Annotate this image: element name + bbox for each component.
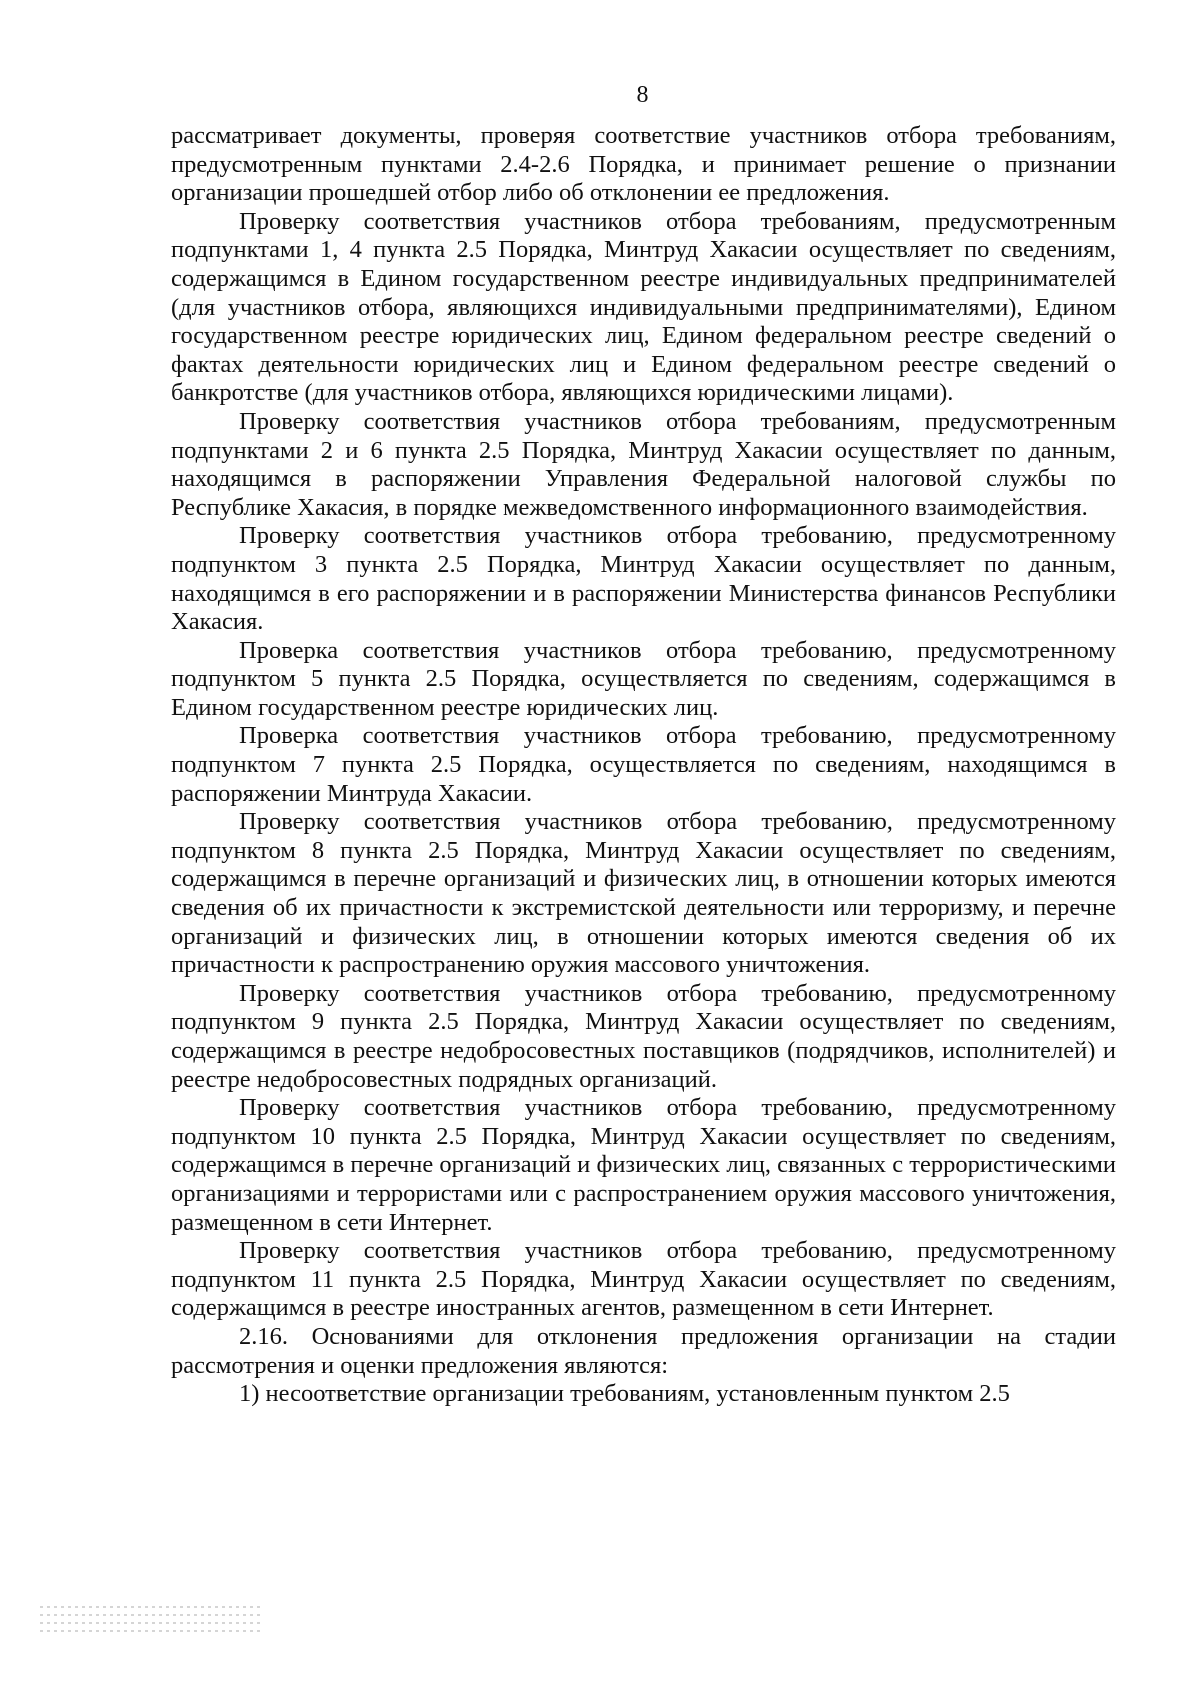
paragraph-check-subitem-8: Проверку соответствия участников отбора требованию, предусмотренному подпунктом 8 пункта 2.5 Порядка, Минтруд Хакасии осуществляет по сведениям, содержащимся в перечне организаций и физических лиц, в отношении которых имеются сведения об их причастности к экстремистской деятельности или терроризму, и перечне организаций и физических лиц, в отношении которых имеются сведения об их причастности к распространению оружия массового уничтожения. [171,808,1116,979]
paragraph-continuation: рассматривает документы, проверяя соответствие участников отбора требованиям, предусмотренным пунктами 2.4-2.6 Порядка, и принимает решение о признании организации прошедшей отбор либо об отклонении ее предложения. [171,122,1116,207]
paragraph-list-item-1: 1) несоответствие организации требованиям, установленным пунктом 2.5 [239,1380,1010,1408]
paragraph-check-subitem-11: Проверку соответствия участников отбора требованию, предусмотренному подпунктом 11 пункта 2.5 Порядка, Минтруд Хакасии осуществляет по сведениям, содержащимся в реестре иностранных агентов, размещенном в сети Интернет. [171,1237,1116,1322]
document-body [171,122,1116,1409]
paragraph-check-subitem-10: Проверку соответствия участников отбора требованию, предусмотренному подпунктом 10 пункта 2.5 Порядка, Минтруд Хакасии осуществляет по сведениям, содержащимся в перечне организаций и физических лиц, связанных с террористическими организациями и террористами или с распространением оружия массового уничтожения, размещенном в сети Интернет. [171,1094,1116,1236]
paragraph-check-subitem-9: Проверку соответствия участников отбора требованию, предусмотренному подпунктом 9 пункта 2.5 Порядка, Минтруд Хакасии осуществляет по сведениям, содержащимся в реестре недобросовестных поставщиков (подрядчиков, исполнителей) и реестре недобросовестных подрядных организаций. [171,979,1116,1093]
paragraph-check-subitem-3: Проверку соответствия участников отбора требованию, предусмотренному подпунктом 3 пункта 2.5 Порядка, Минтруд Хакасии осуществляет по данным, находящимся в его распоряжении и в распоряжении Министерства финансов Республики Хакасия. [171,522,1116,636]
paragraph-check-subitems-2-6: Проверку соответствия участников отбора требованиям, предусмотренным подпунктами 2 и 6 пункта 2.5 Порядка, Минтруд Хакасии осуществляет по данным, находящимся в распоряжении Управления Федеральной налоговой службы по Республике Хакасия, в порядке межведомственного информационного взаимодействия. [171,407,1116,521]
page-number: 8 [636,82,649,108]
scan-artifact [40,1600,260,1660]
paragraph-check-subitem-7: Проверка соответствия участников отбора требованию, предусмотренному подпунктом 7 пункта 2.5 Порядка, осуществляется по сведениям, находящимся в распоряжении Минтруда Хакасии. [171,722,1116,807]
paragraph-section-2-16: 2.16. Основаниями для отклонения предложения организации на стадии рассмотрения и оценки предложения являются: [171,1322,1116,1379]
paragraph-check-subitems-1-4: Проверку соответствия участников отбора требованиям, предусмотренным подпунктами 1, 4 пункта 2.5 Порядка, Минтруд Хакасии осуществляет по сведениям, содержащимся в Едином государственном реестре индивидуальных предпринимателей (для участников отбора, являющихся индивидуальными предпринимателями), Едином государственном реестре юридических лиц, Едином федеральном реестре сведений о фактах деятельности юридических лиц и Едином федеральном реестре сведений о банкротстве (для участников отбора, являющихся юридическими лицами). [171,207,1116,407]
paragraph-check-subitem-5: Проверка соответствия участников отбора требованию, предусмотренному подпунктом 5 пункта 2.5 Порядка, осуществляется по сведениям, содержащимся в Едином государственном реестре юридических лиц. [171,636,1116,721]
